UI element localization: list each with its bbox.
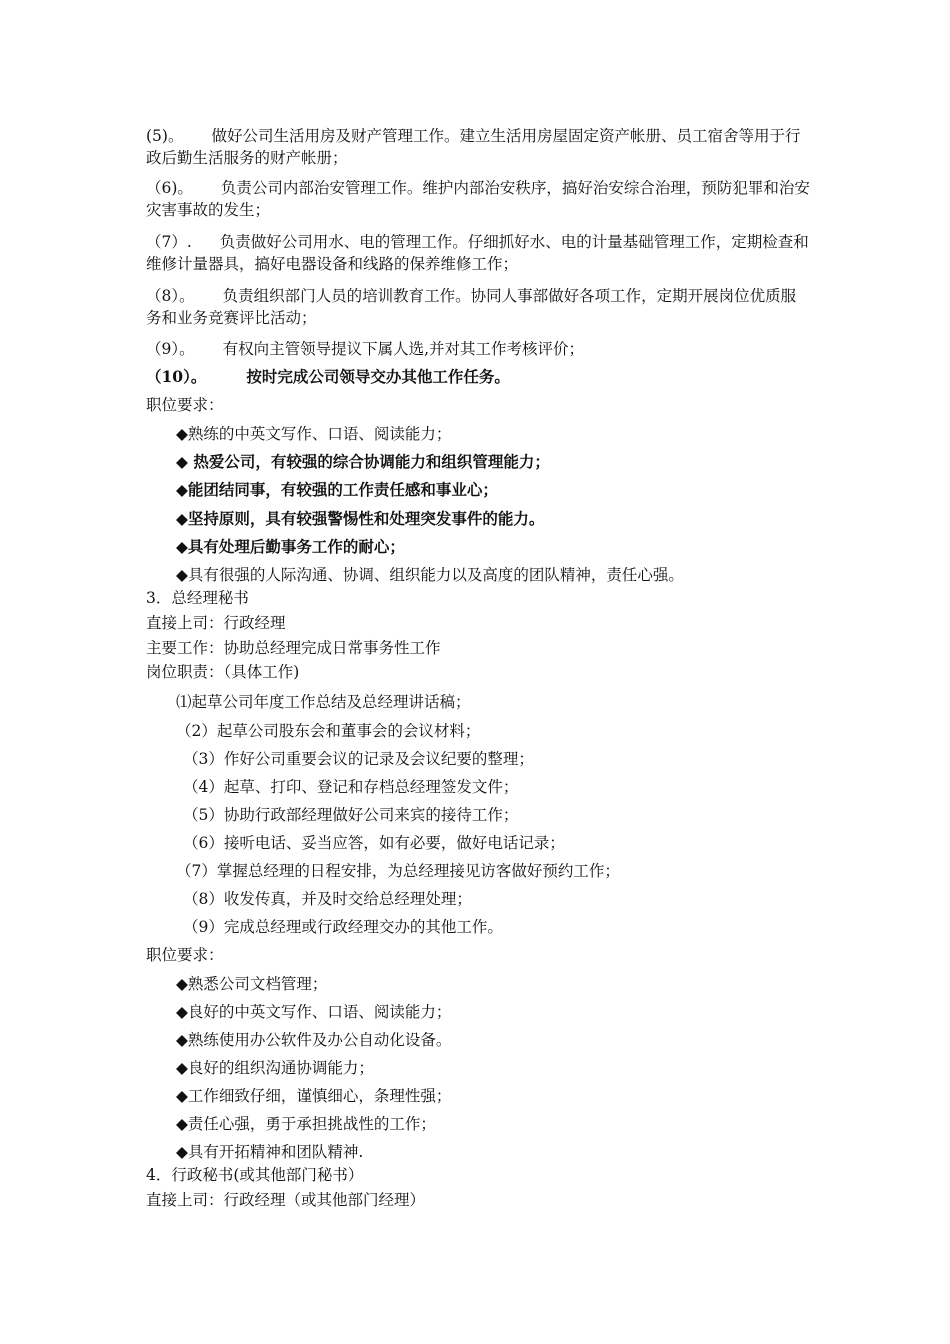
duty-number: （6)。 [146, 179, 193, 197]
duty-line: （8）收发传真，并及时交给总经理处理； [183, 890, 472, 908]
section-3-superior: 直接上司：行政经理 [146, 614, 286, 632]
duty-item-9 [146, 338, 811, 360]
requirement-item: ◆良好的中英文写作、口语、阅读能力； [176, 1003, 452, 1021]
duty-number: （9）。 [146, 340, 195, 358]
requirement-item: ◆责任心强，勇于承担挑战性的工作； [176, 1115, 436, 1133]
requirement-item: ◆良好的组织沟通协调能力； [176, 1059, 374, 1077]
duty-line: （9）完成总经理或行政经理交办的其他工作。 [183, 918, 503, 936]
duty-text: 有权向主管领导提议下属人选,并对其工作考核评价； [222, 340, 585, 358]
requirement-item: ◆具有很强的人际沟通、协调、组织能力以及高度的团队精神，责任心强。 [176, 566, 684, 584]
duty-item-6 [146, 177, 811, 221]
requirement-item: ◆熟悉公司文档管理； [176, 975, 328, 993]
requirements-heading: 职位要求： [146, 396, 224, 414]
section-3-requirements-heading: 职位要求： [146, 946, 224, 964]
duty-line: （2）起草公司股东会和董事会的会议材料； [176, 722, 481, 740]
section-3-duties-heading: 岗位职责：（具体工作) [146, 663, 300, 681]
duty-number: （10）。 [146, 367, 207, 386]
duty-line: （7）掌握总经理的日程安排，为总经理接见访客做好预约工作； [176, 862, 620, 880]
section-4-superior: 直接上司：行政经理（或其他部门经理） [146, 1191, 426, 1209]
duty-text: 按时完成公司领导交办其他工作任务。 [246, 367, 510, 386]
requirement-item: ◆熟练的中英文写作、口语、阅读能力； [176, 425, 452, 443]
duty-number: （8）。 [146, 287, 195, 305]
duty-text: 负责组织部门人员的培训教育工作。协同人事部做好各项工作，定期开展岗位优质服务和业务竞赛评比活动； [146, 287, 797, 327]
section-4-title: 4．行政秘书(或其他部门秘书） [146, 1166, 364, 1184]
duty-item-10 [146, 366, 811, 388]
requirement-item: ◆具有处理后勤事务工作的耐心； [176, 537, 405, 556]
duty-line: （5）协助行政部经理做好公司来宾的接待工作； [183, 806, 519, 824]
section-3-title: 3．总经理秘书 [146, 589, 249, 607]
duty-item-7 [146, 231, 811, 275]
requirement-item: ◆能团结同事，有较强的工作责任感和事业心； [176, 480, 498, 499]
duty-item-5 [146, 125, 811, 169]
duty-line: （6）接听电话、妥当应答，如有必要，做好电话记录； [183, 834, 565, 852]
requirement-item: ◆ 热爱公司，有较强的综合协调能力和组织管理能力； [176, 452, 550, 471]
duty-item-8 [146, 285, 811, 329]
duty-text: 做好公司生活用房及财产管理工作。建立生活用房屋固定资产帐册、员工宿舍等用于行政后勤生活服务的财产帐册； [146, 127, 801, 167]
duty-line: （3）作好公司重要会议的记录及会议纪要的整理； [183, 750, 534, 768]
section-3-main-work: 主要工作：协助总经理完成日常事务性工作 [146, 639, 441, 657]
duty-line: ⑴起草公司年度工作总结及总经理讲话稿； [176, 693, 471, 711]
duty-number: (5)。 [146, 127, 184, 145]
requirement-item: ◆坚持原则，具有较强警惕性和处理突发事件的能力。 [176, 509, 545, 528]
requirement-item: ◆熟练使用办公软件及办公自动化设备。 [176, 1031, 452, 1049]
requirement-item: ◆工作细致仔细，谨慎细心，条理性强； [176, 1087, 452, 1105]
duty-text: 负责做好公司用水、电的管理工作。仔细抓好水、电的计量基础管理工作，定期检查和维修计量器具，搞好电器设备和线路的保养维修工作； [146, 233, 809, 273]
requirement-item: ◆具有开拓精神和团队精神. [176, 1143, 364, 1161]
duty-line: （4）起草、打印、登记和存档总经理签发文件； [183, 778, 519, 796]
duty-text: 负责公司内部治安管理工作。维护内部治安秩序，搞好治安综合治理，预防犯罪和治安灾害事故的发生； [146, 179, 810, 219]
duty-number: （7）. [146, 233, 192, 251]
